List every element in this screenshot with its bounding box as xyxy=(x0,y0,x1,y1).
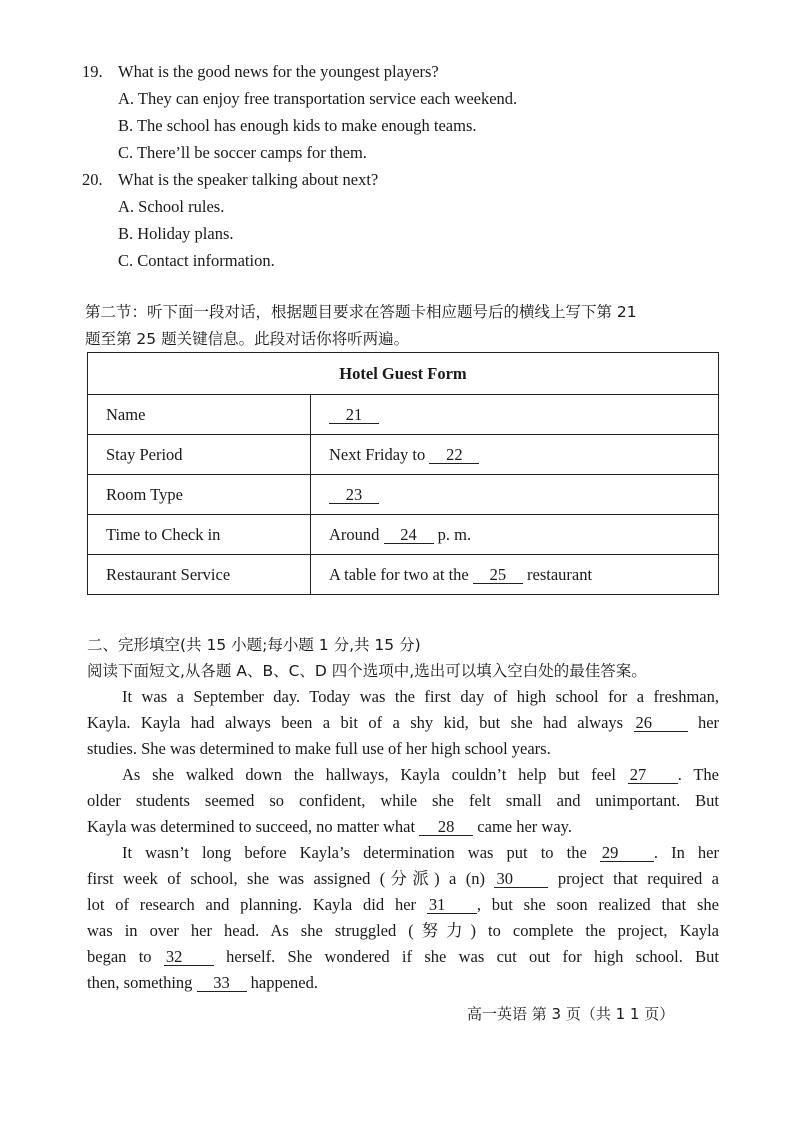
question-number: 19. xyxy=(82,62,103,81)
passage-text: Kayla was determined to succeed, no matter what xyxy=(87,817,416,836)
passage-text: . The xyxy=(677,765,720,784)
passage-text: , but she soon realized that she xyxy=(476,895,719,914)
cloze-blank-29: 29 xyxy=(600,844,654,862)
passage-text: It wasn’t long before Kayla’s determination was put to the xyxy=(122,843,587,862)
passage-line xyxy=(87,840,719,866)
form-value xyxy=(311,435,719,475)
passage-text: herself. She wondered if she was cut out for high school. But xyxy=(226,947,720,966)
passage-line: It was a September day. Today was the first day of high school for a freshman, xyxy=(122,687,719,706)
answer-blank-22: 22 xyxy=(429,446,479,464)
passage-text: . In her xyxy=(653,843,720,862)
question-text: What is the good news for the youngest players? xyxy=(118,62,439,81)
hotel-guest-form xyxy=(87,352,719,595)
option-20c: C. Contact information. xyxy=(118,251,275,270)
form-row-restaurant-service xyxy=(88,555,719,595)
option-19b: B. The school has enough kids to make enough teams. xyxy=(118,116,477,135)
answer-blank-24: 24 xyxy=(384,526,434,544)
form-value-suffix: restaurant xyxy=(527,564,593,584)
form-value xyxy=(311,395,719,435)
cloze-instruction: 阅读下面短文,从各题 A、B、C、D 四个选项中,选出可以填入空白处的最佳答案。 xyxy=(87,662,647,680)
question-text: What is the speaker talking about next? xyxy=(118,170,379,189)
cloze-blank-32: 32 xyxy=(164,948,214,966)
cloze-passage xyxy=(87,684,719,996)
passage-text: happened. xyxy=(250,973,319,992)
form-row-name xyxy=(88,395,719,435)
passage-text: first week of school, she was assigned (分派) a (n) xyxy=(87,869,486,888)
form-value xyxy=(311,555,719,595)
form-value-prefix: A table for two at the xyxy=(329,564,469,584)
form-value xyxy=(311,475,719,515)
passage-text: As she walked down the hallways, Kayla couldn’t help but feel xyxy=(122,765,616,784)
answer-blank-21: 21 xyxy=(329,406,379,424)
cloze-blank-33: 33 xyxy=(197,974,247,992)
passage-line: older students seemed so confident, while she felt small and unimportant. But xyxy=(87,791,719,810)
passage-line xyxy=(87,814,719,840)
option-20b: B. Holiday plans. xyxy=(118,224,234,243)
section-2-instruction-line1: 第二节：听下面一段对话，根据题目要求在答题卡相应题号后的横线上写下第 21 xyxy=(85,303,637,321)
option-20a: A. School rules. xyxy=(118,197,225,216)
cloze-blank-31: 31 xyxy=(427,896,477,914)
question-number: 20. xyxy=(82,170,103,189)
cloze-blank-27: 27 xyxy=(628,766,678,784)
form-value xyxy=(311,515,719,555)
question-20 xyxy=(82,170,378,190)
option-19c: C. There’ll be soccer camps for them. xyxy=(118,143,367,162)
cloze-heading: 二、完形填空(共 15 小题;每小题 1 分,共 15 分) xyxy=(87,636,421,654)
cloze-blank-28: 28 xyxy=(419,818,473,836)
form-label: Stay Period xyxy=(88,435,311,475)
passage-line: studies. She was determined to make full use of her high school years. xyxy=(87,739,551,758)
cloze-blank-26: 26 xyxy=(634,714,688,732)
passage-line: was in over her head. As she struggled (努力) to complete the project, Kayla xyxy=(87,921,719,940)
form-label: Time to Check in xyxy=(88,515,311,555)
passage-line xyxy=(87,970,719,996)
form-title: Hotel Guest Form xyxy=(88,353,719,395)
passage-text: Kayla. Kayla had always been a bit of a shy kid, but she had always xyxy=(87,713,624,732)
form-label: Restaurant Service xyxy=(88,555,311,595)
form-value-prefix: Next Friday to xyxy=(329,444,426,464)
page-footer: 高一英语 第 3 页（共 1 1 页） xyxy=(467,1005,675,1023)
form-row-stay-period xyxy=(88,435,719,475)
passage-line xyxy=(87,892,719,918)
question-19 xyxy=(82,62,439,82)
form-value-prefix: Around xyxy=(329,524,380,544)
passage-text: her xyxy=(697,713,720,732)
passage-text: lot of research and planning. Kayla did her xyxy=(87,895,417,914)
answer-blank-23: 23 xyxy=(329,486,379,504)
option-19a: A. They can enjoy free transportation service each weekend. xyxy=(118,89,518,108)
form-label: Name xyxy=(88,395,311,435)
passage-line xyxy=(87,762,719,788)
passage-line xyxy=(87,866,719,892)
passage-text: then, something xyxy=(87,973,193,992)
passage-text: project that required a xyxy=(557,869,719,888)
form-row-check-in-time xyxy=(88,515,719,555)
cloze-blank-30: 30 xyxy=(494,870,548,888)
form-row-room-type xyxy=(88,475,719,515)
answer-blank-25: 25 xyxy=(473,566,523,584)
section-2-instruction-line2: 题至第 25 题关键信息。此段对话你将听两遍。 xyxy=(85,330,410,348)
passage-text: came her way. xyxy=(477,817,572,836)
form-value-suffix: p. m. xyxy=(437,524,472,544)
form-label: Room Type xyxy=(88,475,311,515)
passage-line xyxy=(87,710,719,736)
passage-text: began to xyxy=(87,947,152,966)
passage-line xyxy=(87,944,719,970)
